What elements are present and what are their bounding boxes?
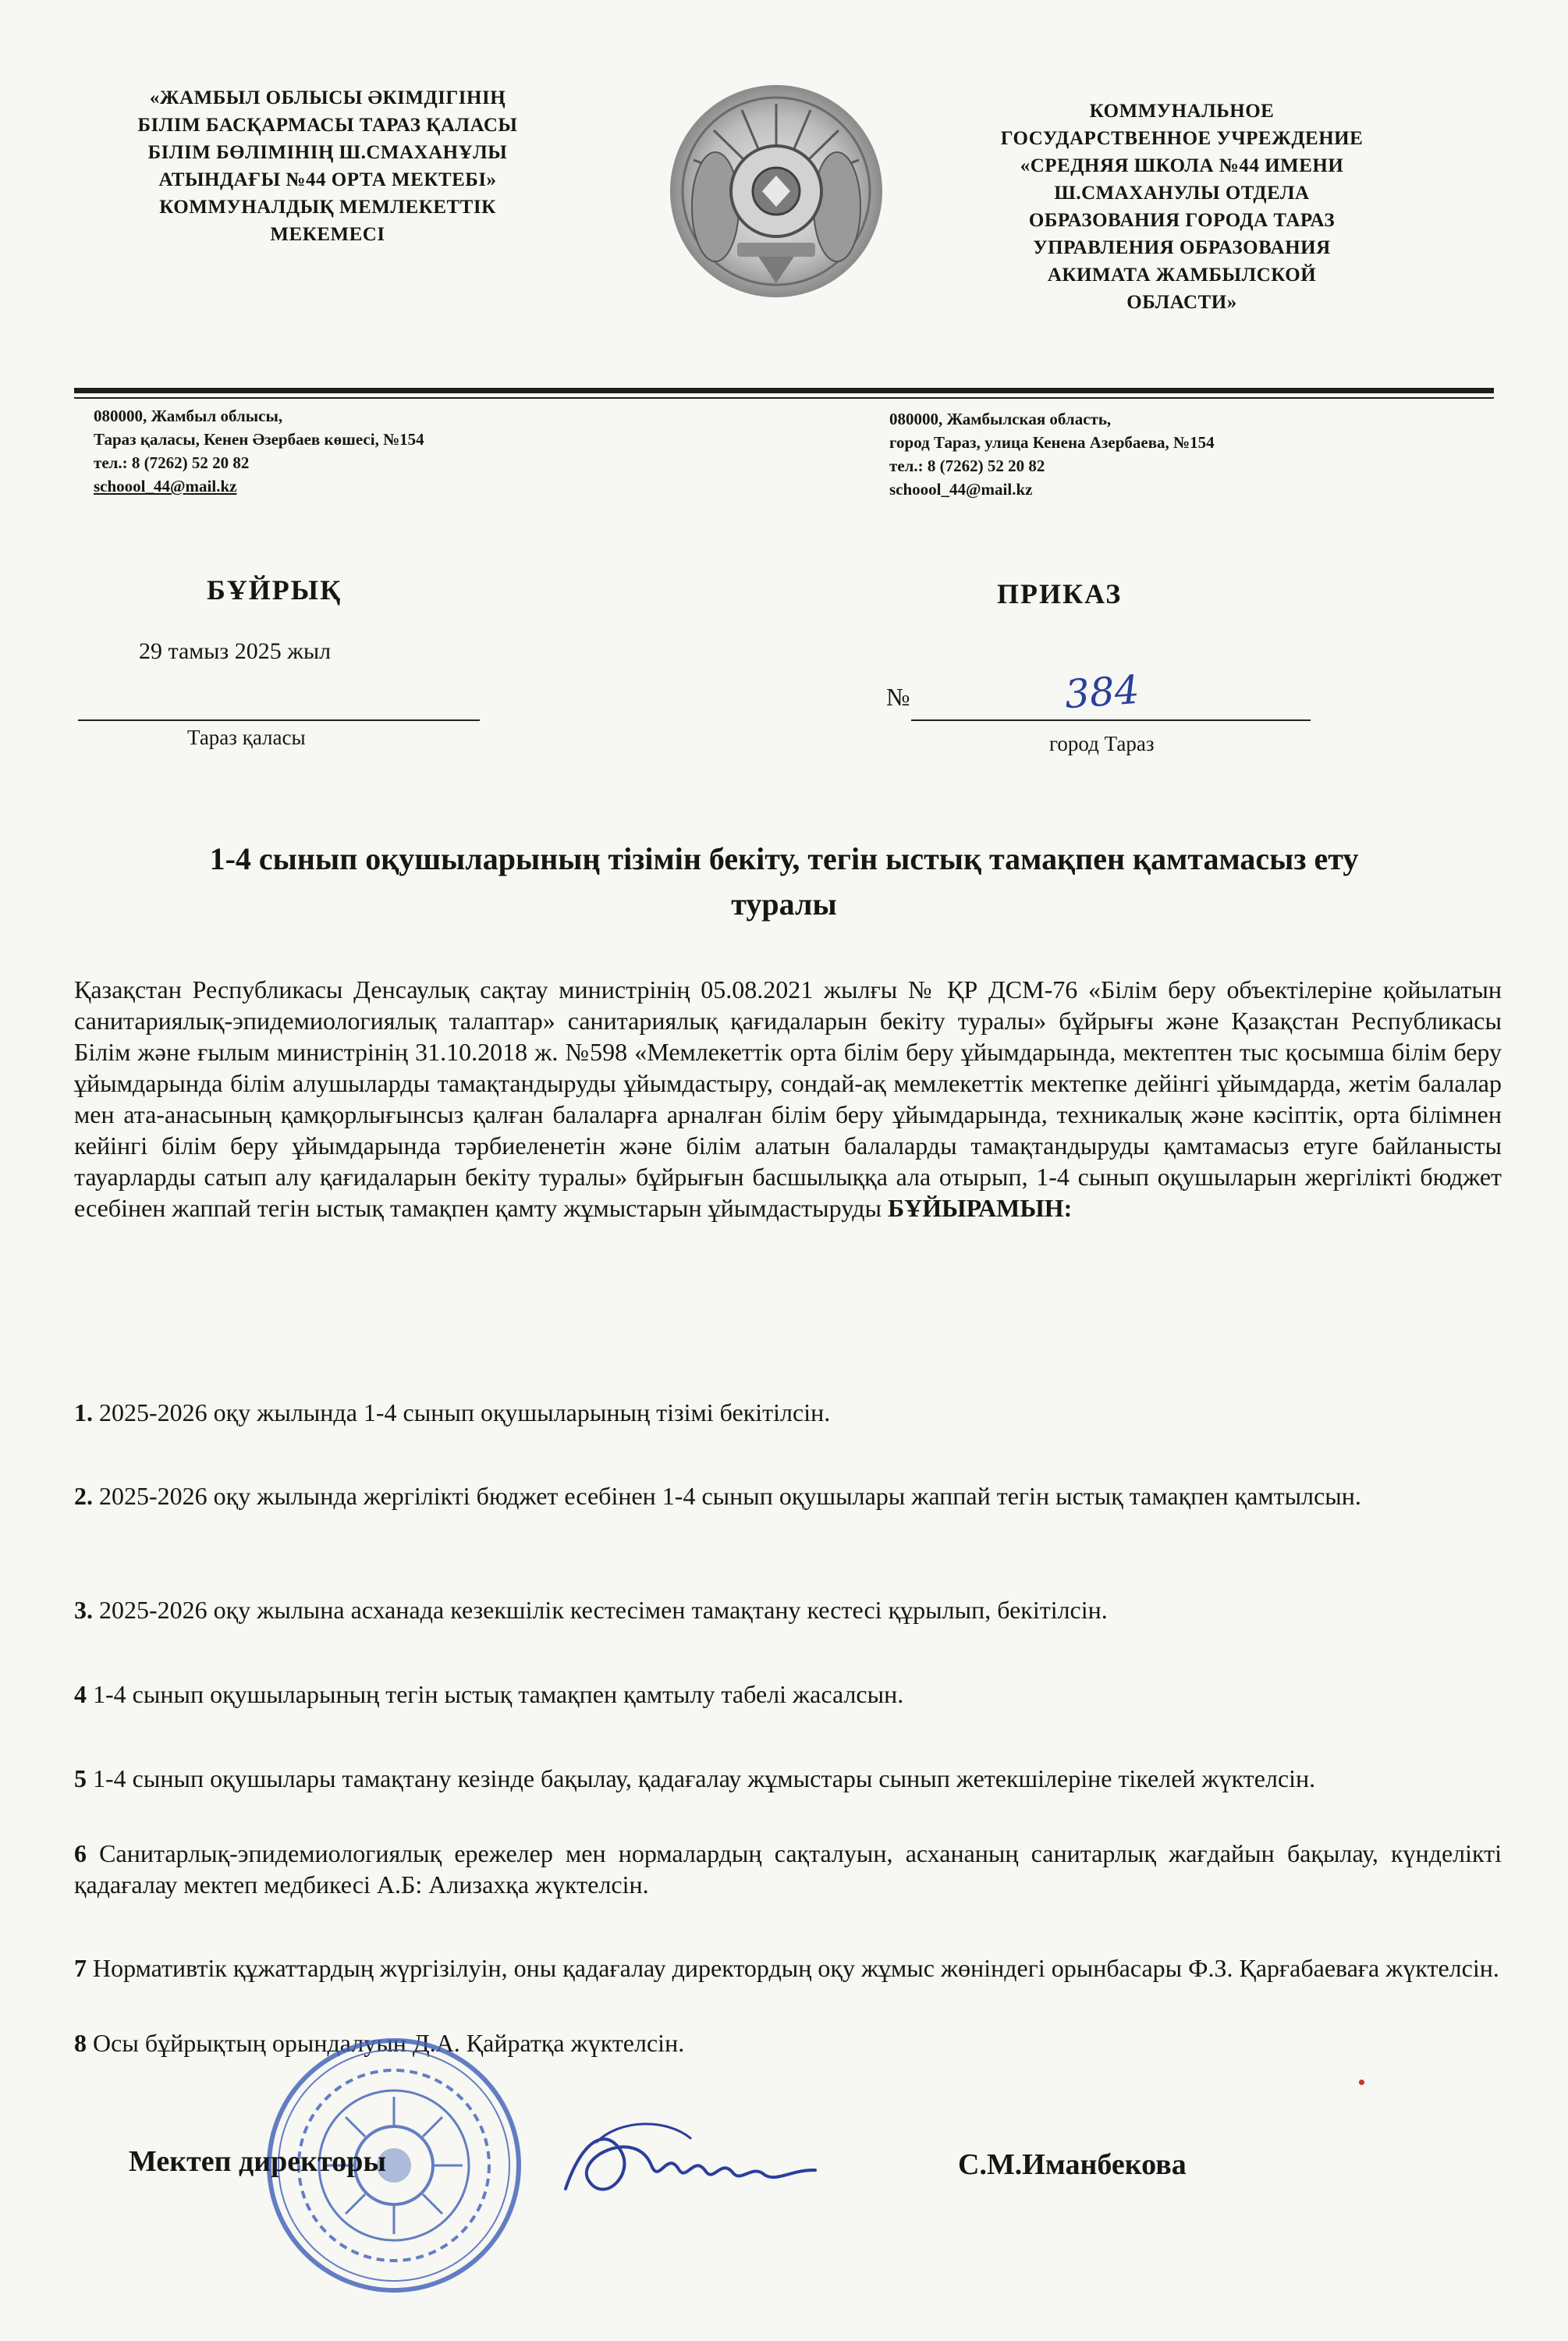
item-number: 8 xyxy=(74,2029,87,2057)
order-item xyxy=(74,1763,1502,1794)
item-number: 5 xyxy=(74,1764,87,1792)
date-underline xyxy=(78,719,480,721)
signature-name: С.М.Иманбекова xyxy=(958,2148,1187,2181)
order-label-ru: ПРИКАЗ xyxy=(997,578,1123,609)
city-kz: Тараз қаласы xyxy=(187,726,306,749)
item-text: 1-4 сынып оқушыларының тегін ыстық тамақпен қамтылу табелі жасалсын. xyxy=(87,1680,904,1708)
signature-position: Мектеп директоры xyxy=(129,2145,387,2178)
address-email[interactable]: schoool_44@mail.kz xyxy=(94,477,237,496)
item-number: 3. xyxy=(74,1596,93,1624)
title-line: 1-4 сынып оқушыларының тізімін бекіту, тегін ыстық тамақпен қамтамасыз ету xyxy=(209,841,1359,876)
header-ru-line: ОБРАЗОВАНИЯ ГОРОДА ТАРАЗ xyxy=(1028,210,1336,231)
address-email[interactable]: schoool_44@mail.kz xyxy=(889,480,1033,499)
address-line: 080000, Жамбыл облысы, xyxy=(94,407,283,425)
item-text: Осы бұйрықтың орындалуын Д.А. Қайратқа жүктелсін. xyxy=(87,2029,685,2057)
header-divider-thick xyxy=(74,388,1494,393)
header-ru-line: АКИМАТА ЖАМБЫЛСКОЙ xyxy=(1047,265,1317,286)
order-item xyxy=(74,1838,1502,1900)
item-text: 2025-2026 оқу жылына асханада кезекшілік кестесімен тамақтану кестесі құрылып, бекітілсін. xyxy=(93,1596,1108,1624)
item-text: Нормативтік құжаттардың жүргізілуін, оны қадағалау директордың оқу жұмыс жөніндегі орынбасары Ф.З. Қарғабаеваға жүктелсін. xyxy=(87,1954,1499,1982)
header-ru-line: КОММУНАЛЬНОЕ xyxy=(1089,101,1275,122)
header-ru-line: ОБЛАСТИ» xyxy=(1126,292,1237,313)
header-kz-line: БІЛІМ БӨЛІМІНІҢ Ш.СМАХАНҰЛЫ xyxy=(147,142,508,163)
header-ru-line: «СРЕДНЯЯ ШКОЛА №44 ИМЕНИ xyxy=(1020,155,1344,176)
order-item xyxy=(74,1952,1502,1984)
preamble xyxy=(74,974,1502,1224)
preamble-text: Қазақстан Республикасы Денсаулық сақтау министрінің 05.08.2021 жылғы № ҚР ДСМ-76 «Білім беру объектілеріне қойылатын санитариялық-эпидемиологиялық талаптар» санитариялық қағидаларын бекіту туралы» бұйрығы және Қазақстан Республикасы Білім және ғылым министрінің 31.10.2018 ж. №598 «Мемлекеттік орта білім беру ұйымдарында, мектептен тыс қосымша білім беру ұйымдарында білім алушыларды тамақтандыруды ұйымдастыру, сондай-ақ мемлекеттік мектепке дейінгі ұйымдарда, жетім балалар мен ата-анасының қамқорлығынсыз қалған балаларға арналған білім беру ұйымдарында, техникалық және кәсіптік, орта білімнен кейінгі білім беру ұйымдарында тәрбиеленетін және білім алатын балаларды тамақтандыруды қамтамасыз етуге байланысты тауарларды сатып алу қағидаларын бекіту туралы» бұйрығын басшылыққа ала отырып, 1-4 сынып оқушыларын жергілікті бюджет есебінен жаппай тегін ыстық тамақпен қамту жұмыстарын ұйымдастыруды xyxy=(74,975,1502,1222)
address-ru xyxy=(889,407,1451,501)
order-item xyxy=(74,1594,1502,1625)
header-kz-line: МЕКЕМЕСІ xyxy=(270,224,385,245)
address-kz xyxy=(94,404,640,498)
item-number: 7 xyxy=(74,1954,87,1982)
order-item xyxy=(74,1678,1502,1710)
header-kz xyxy=(74,84,581,248)
order-date: 29 тамыз 2025 жыл xyxy=(139,638,332,664)
address-line: Тараз қаласы, Кенен Әзербаев көшесі, №154 xyxy=(94,430,424,449)
header-ru-line: УПРАВЛЕНИЯ ОБРАЗОВАНИЯ xyxy=(1033,237,1331,258)
director-signature-icon xyxy=(550,2095,831,2220)
header-ru xyxy=(940,98,1424,316)
item-text: 1-4 сынып оқушылары тамақтану кезінде бақылау, қадағалау жұмыстары сынып жетекшілеріне тікелей жүктелсін. xyxy=(87,1764,1316,1792)
title-line: туралы xyxy=(731,886,837,922)
header-kz-line: «ЖАМБЫЛ ОБЛЫСЫ ӘКІМДІГІНІҢ xyxy=(149,87,506,108)
header-ru-line: ГОСУДАРСТВЕННОЕ УЧРЕЖДЕНИЕ xyxy=(1000,128,1364,149)
item-number: 2. xyxy=(74,1482,93,1510)
address-line: город Тараз, улица Кенена Азербаева, №154 xyxy=(889,433,1215,452)
address-phone: тел.: 8 (7262) 52 20 82 xyxy=(889,456,1045,475)
header-divider-thin xyxy=(74,397,1494,399)
order-number-label: № xyxy=(886,683,910,711)
state-emblem-icon xyxy=(667,82,885,300)
item-number: 4 xyxy=(74,1680,87,1708)
item-number: 6 xyxy=(74,1839,87,1867)
address-phone: тел.: 8 (7262) 52 20 82 xyxy=(94,453,250,472)
order-number-underline xyxy=(911,719,1311,721)
item-text: 2025-2026 оқу жылында 1-4 сынып оқушыларының тізімі бекітілсін. xyxy=(93,1398,831,1426)
item-text: 2025-2026 оқу жылында жергілікті бюджет есебінен 1-4 сынып оқушылары жаппай тегін ыстық тамақпен қамтылсын. xyxy=(93,1482,1361,1510)
header-kz-line: АТЫНДАҒЫ №44 ОРТА МЕКТЕБІ» xyxy=(158,169,497,190)
header-ru-line: Ш.СМАХАНУЛЫ ОТДЕЛА xyxy=(1054,183,1310,204)
header-kz-line: БІЛІМ БАСҚАРМАСЫ ТАРАЗ ҚАЛАСЫ xyxy=(137,115,518,136)
order-item xyxy=(74,1397,1502,1428)
preamble-emphasis: БҰЙЫРАМЫН: xyxy=(887,1194,1073,1222)
document-title xyxy=(74,837,1494,927)
address-line: 080000, Жамбылская область, xyxy=(889,410,1112,428)
header-kz-line: КОММУНАЛДЫҚ МЕМЛЕКЕТТІК xyxy=(159,197,496,218)
item-text: Санитарлық-эпидемиологиялық ережелер мен нормалардың сақталуын, асхананың санитарлық жағдайын бақылау, күнделікті қадағалау мектеп медбикесі А.Б: Ализахқа жүктелсін. xyxy=(74,1839,1502,1899)
ink-dot xyxy=(1359,2080,1364,2085)
city-ru: город Тараз xyxy=(1049,732,1155,755)
order-number-handwritten: 384 xyxy=(1063,666,1141,718)
order-label-kz: БҰЙРЫҚ xyxy=(207,574,342,606)
order-item xyxy=(74,1480,1502,1512)
item-number: 1. xyxy=(74,1398,93,1426)
